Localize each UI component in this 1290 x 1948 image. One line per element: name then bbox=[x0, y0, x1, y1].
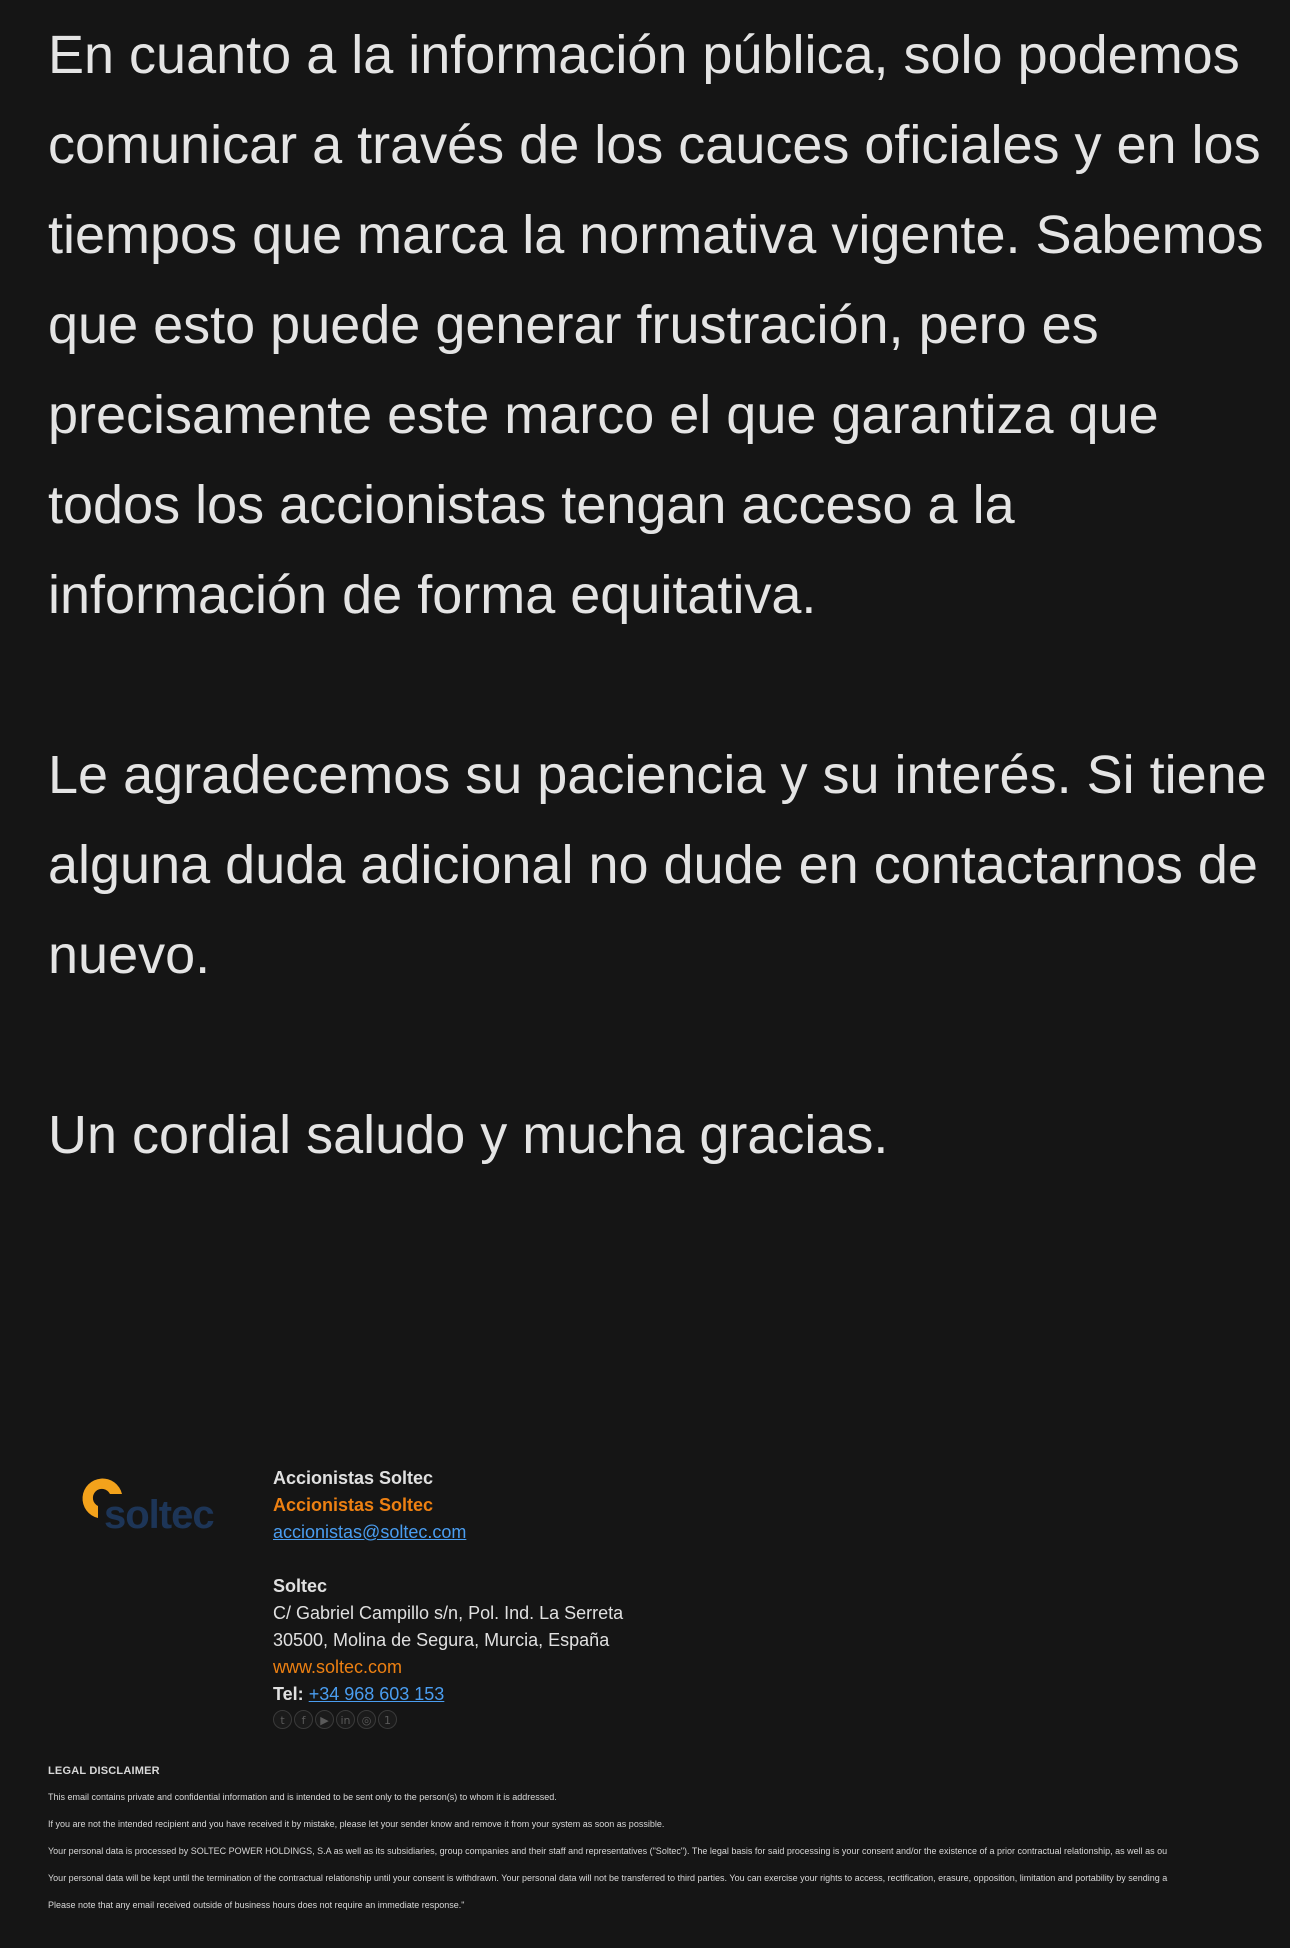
body-paragraph-3: Un cordial saludo y mucha gracias. bbox=[48, 1105, 889, 1165]
paragraph-spacer bbox=[48, 640, 1278, 730]
logo-wordmark: soltec bbox=[104, 1493, 214, 1537]
website-link[interactable]: www.soltec.com bbox=[273, 1657, 403, 1677]
legal-line-5: Please note that any email received outside of business hours does not require an immediate response." bbox=[48, 1900, 465, 1910]
paragraph-spacer bbox=[48, 1000, 1278, 1090]
address-line-1: C/ Gabriel Campillo s/n, Pol. Ind. La Serreta bbox=[273, 1603, 624, 1623]
instagram-icon[interactable]: ◎ bbox=[357, 1710, 376, 1729]
signature-details bbox=[273, 1465, 623, 1729]
legal-line-3: Your personal data is processed by SOLTEC POWER HOLDINGS, S.A as well as its subsidiaries, group companies and their staff and representatives ("Soltec"). The legal basis for said processing is your consent and/or the existence of a prior contractual relationship, as well as ou bbox=[48, 1846, 1168, 1856]
legal-disclaimer bbox=[48, 1765, 1290, 1926]
other-icon[interactable]: 1 bbox=[378, 1710, 397, 1729]
body-paragraph-2: Le agradecemos su paciencia y su interés. Si tiene alguna duda adicional no dude en contactarnos de nuevo. bbox=[48, 745, 1267, 985]
phone-link[interactable]: +34 968 603 153 bbox=[308, 1684, 445, 1704]
sender-name: Accionistas Soltec bbox=[273, 1468, 434, 1488]
tel-label: Tel: bbox=[273, 1684, 304, 1704]
sender-department: Accionistas Soltec bbox=[273, 1495, 434, 1515]
social-links bbox=[273, 1710, 623, 1729]
company-name: Soltec bbox=[273, 1576, 328, 1596]
legal-line-1: This email contains private and confidential information and is intended to be sent only to the person(s) to whom it is addressed. bbox=[48, 1792, 557, 1802]
address-line-2: 30500, Molina de Segura, Murcia, España bbox=[273, 1630, 610, 1650]
legal-line-4: Your personal data will be kept until the termination of the contractual relationship until your consent is withdrawn. Your personal data will not be transferred to third parties. You can exercise your rights to access, rectification, erasure, opposition, limitation and portability by sending a bbox=[48, 1873, 1168, 1883]
youtube-icon[interactable]: ▶ bbox=[315, 1710, 334, 1729]
email-body bbox=[48, 10, 1278, 1180]
linkedin-icon[interactable]: in bbox=[336, 1710, 355, 1729]
legal-title: LEGAL DISCLAIMER bbox=[48, 1765, 160, 1777]
signature-spacer bbox=[273, 1546, 623, 1573]
twitter-icon[interactable]: t bbox=[273, 1710, 292, 1729]
body-paragraph-1: En cuanto a la información pública, solo podemos comunicar a través de los cauces oficiales y en los tiempos que marca la normativa vigente. Sabemos que esto puede generar frustración, pero es precisamente este marco el que garantiza que todos los accionistas tengan acceso a la información de forma equitativa. bbox=[48, 25, 1264, 625]
facebook-icon[interactable]: f bbox=[294, 1710, 313, 1729]
soltec-logo bbox=[76, 1460, 246, 1540]
legal-line-2: If you are not the intended recipient and you have received it by mistake, please let your sender know and remove it from your system as soon as possible. bbox=[48, 1819, 665, 1829]
sender-email-link[interactable]: accionistas@soltec.com bbox=[273, 1522, 467, 1542]
